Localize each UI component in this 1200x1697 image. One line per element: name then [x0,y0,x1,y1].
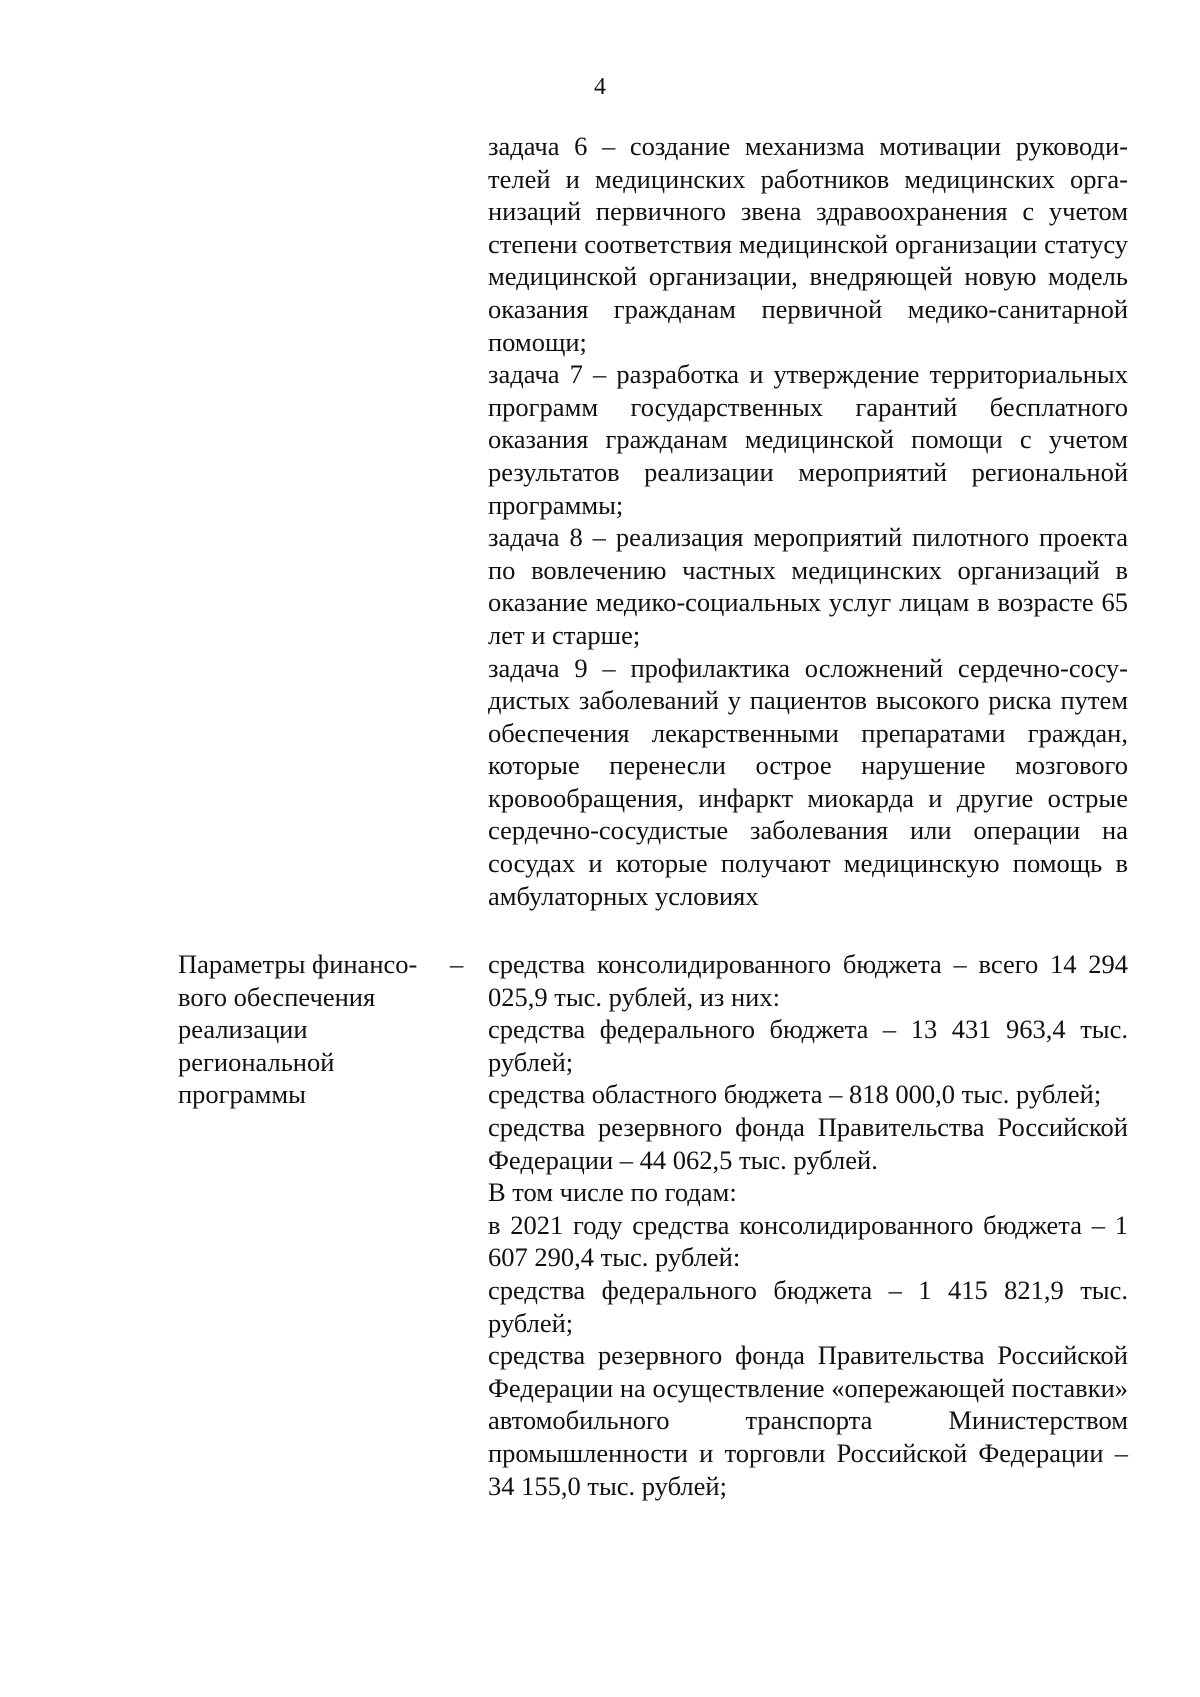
finance-2021-reserve-paragraph: средства резервного фонда Правительства Российской Федерации на осуществление «опережающей поставки» автомобильного транспорта Министерством промышленности и торговли Российской Федерации – 34 155,0 тыс. рублей; [488,1340,1128,1501]
finance-regional-paragraph: средства областного бюджета – 818 000,0 тыс. рублей; [488,1079,1102,1110]
finance-section [488,948,1128,1502]
task-8-paragraph: задача 8 – реализация мероприятий пилотного проекта по вовлечению частных медицинских организаций в оказание медико-социальных услуг лицам в возрасте 65 лет и старше; [488,522,1128,650]
page-number: 4 [594,74,606,100]
finance-federal-paragraph: средства федерального бюджета – 13 431 963,4 тыс. рублей; [488,1014,1128,1077]
task-9-paragraph: задача 9 – профилактика осложнений сердечно-сосудистых заболеваний у пациентов высокого риска путем обеспечения лекарственными препаратами граждан, которые перенесли острое нарушение мозгового кровообращения, инфаркт миокарда и другие острые сердечно-сосудистые заболевания или операции на сосудах и которые получают медицинскую помощь в амбулаторных условиях [488,652,1128,911]
finance-2021-federal-paragraph: средства федерального бюджета – 1 415 821,9 тыс. рублей; [488,1274,1128,1338]
finance-dash: – [450,949,464,979]
tasks-section [488,130,1128,912]
task-7-paragraph: задача 7 – разработка и утверждение территориальных программ государственных гарантий бесплатного оказания гражданам медицинской помощи с учетом результатов реализации мероприятий региональной программы; [488,359,1128,520]
finance-by-years-paragraph: В том числе по годам: [488,1177,737,1208]
finance-2021-total-paragraph: в 2021 году средства консолидированного бюджета – 1 607 290,4 тыс. рублей: [488,1209,1128,1273]
finance-total-paragraph: средства консолидированного бюджета – всего 14 294 025,9 тыс. рублей, из них: [488,949,1128,1012]
finance-parameters-label: Параметры финансового обеспечения реализации региональной программы [178,949,418,1110]
task-6-paragraph: задача 6 – создание механизма мотивации руководителей и медицинских работников медицинских организаций первичного звена здравоохранения с учетом степени соответствия медицинской организации статусу медицинской организации, внедряющей новую модель оказания гражданам первичной медико-санитарной помощи; [488,131,1128,357]
finance-reserve-paragraph: средства резервного фонда Правительства Российской Федерации – 44 062,5 тыс. рублей. [488,1111,1128,1175]
